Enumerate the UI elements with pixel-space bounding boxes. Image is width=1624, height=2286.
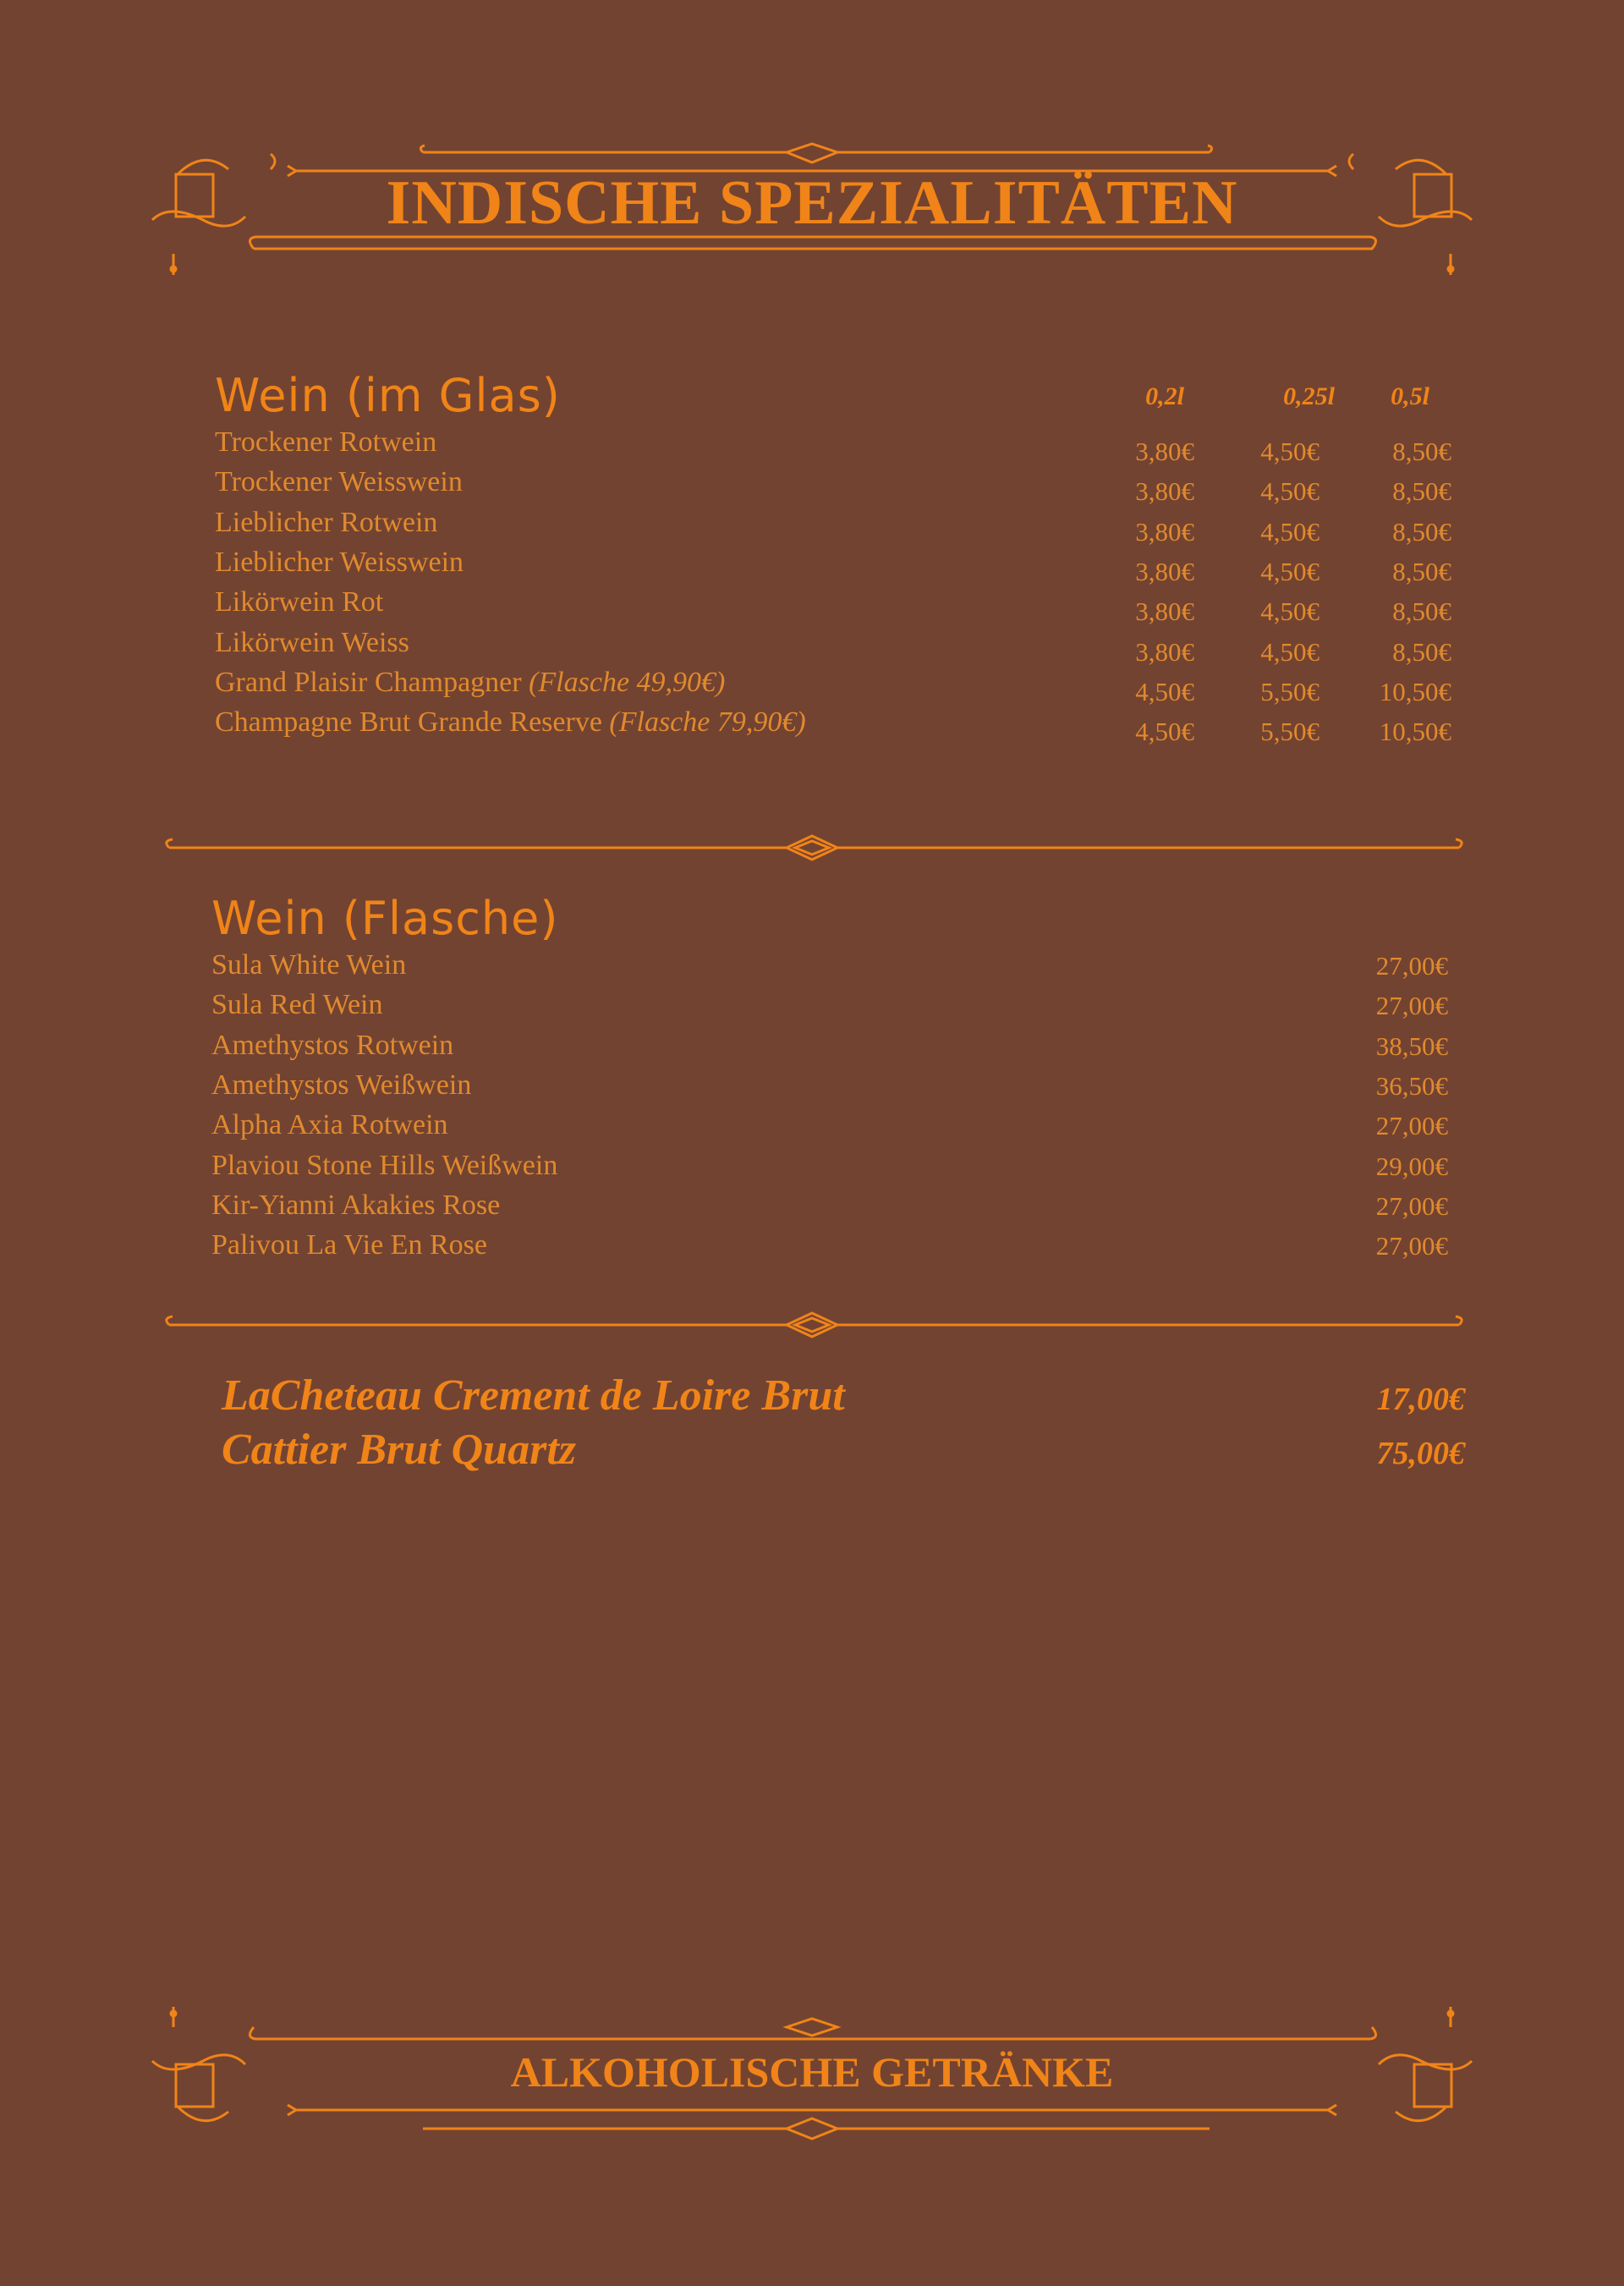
sparkling-item-name: Cattier Brut Quartz [222,1426,577,1474]
wine-glass-item-name [215,507,437,539]
wine-glass-price: 5,50€ [1260,676,1320,706]
wine-glass-item-name [215,586,383,618]
wine-glass-price: 4,50€ [1260,636,1320,667]
wine-bottle-item-name: Plaviou Stone Hills Weißwein [211,1149,558,1181]
wine-glass-price: 3,80€ [1135,636,1194,667]
sparkling-price: 75,00€ [1376,1436,1465,1471]
wine-bottle-item-name: Sula White Wein [211,949,407,981]
wine-glass-item-name [215,627,409,659]
wine-glass-price: 4,50€ [1260,476,1320,507]
wine-bottle-price: 27,00€ [1375,991,1448,1021]
wine-glass-price: 10,50€ [1379,717,1451,747]
item-label: Trockener Rotwein [215,426,437,458]
wine-bottle-item-name: Alpha Axia Rotwein [211,1109,448,1141]
wine-glass-price: 4,50€ [1135,676,1194,706]
wine-glass-item-name [215,547,464,579]
wine-glass-price: 4,50€ [1135,717,1194,747]
item-label: Likörwein Weiss [215,626,409,658]
wine-glass-price: 3,80€ [1135,596,1194,627]
divider-ornament [167,1313,1462,1337]
item-label: Champagne Brut Grande Reserve [215,706,610,739]
wine-glass-price: 3,80€ [1135,516,1194,547]
wine-glass-item-name [215,466,463,498]
column-header-025l: 0,25l [1283,382,1335,410]
wine-glass-price: 5,50€ [1260,717,1320,747]
wine-glass-price: 8,50€ [1392,476,1451,507]
column-header-02l: 0,2l [1145,382,1184,410]
wine-glass-price: 3,80€ [1135,476,1194,507]
wine-glass-item-name [215,426,436,459]
wine-bottle-price: 27,00€ [1375,1231,1448,1261]
sparkling-price: 17,00€ [1376,1382,1465,1417]
item-label: Grand Plaisir Champagner [215,666,529,698]
wine-bottle-price: 27,00€ [1375,1111,1448,1141]
wine-glass-price: 3,80€ [1135,437,1194,466]
item-note: (Flasche 79,90€) [609,706,806,739]
section-title-wine-glass: Wein (im Glas) [215,369,561,422]
wine-glass-price: 4,50€ [1260,596,1320,627]
wine-bottle-price: 27,00€ [1375,1190,1448,1221]
wine-glass-price: 4,50€ [1260,516,1320,547]
wine-glass-price: 3,80€ [1135,556,1194,586]
wine-bottle-price: 29,00€ [1375,1151,1448,1181]
wine-bottle-price: 27,00€ [1375,951,1448,981]
wine-bottle-item-name: Sula Red Wein [211,989,383,1021]
wine-glass-price: 8,50€ [1392,556,1451,586]
column-header-05l: 0,5l [1391,382,1429,410]
item-label: Lieblicher Rotwein [215,506,438,538]
wine-bottle-item-name: Amethystos Weißwein [211,1069,472,1101]
sparkling-item-name: LaCheteau Crement de Loire Brut [222,1371,845,1420]
divider-ornament [167,836,1462,860]
wine-bottle-item-name: Palivou La Vie En Rose [211,1229,487,1261]
wine-glass-item-name [215,706,806,739]
wine-glass-price: 8,50€ [1392,636,1451,667]
item-label: Likörwein Rot [215,586,384,618]
section-title-wine-bottle: Wein (Flasche) [211,892,559,945]
wine-glass-item-name [215,667,725,699]
main-title: INDISCHE SPEZIALITÄTEN [386,168,1238,238]
wine-glass-price: 8,50€ [1392,437,1451,466]
wine-bottle-price: 36,50€ [1375,1070,1448,1101]
wine-bottle-price: 38,50€ [1375,1030,1448,1061]
item-label: Lieblicher Weisswein [215,546,464,578]
wine-glass-price: 4,50€ [1260,556,1320,586]
item-label: Trockener Weisswein [215,466,463,498]
wine-glass-price: 10,50€ [1379,676,1451,706]
wine-glass-price: 8,50€ [1392,596,1451,627]
wine-glass-price: 8,50€ [1392,516,1451,547]
wine-glass-price: 4,50€ [1260,437,1320,466]
item-note: (Flasche 49,90€) [529,666,726,698]
footer-title: ALKOHOLISCHE GETRÄNKE [510,2048,1114,2096]
wine-bottle-item-name: Kir-Yianni Akakies Rose [211,1189,501,1221]
wine-bottle-item-name: Amethystos Rotwein [211,1029,454,1061]
